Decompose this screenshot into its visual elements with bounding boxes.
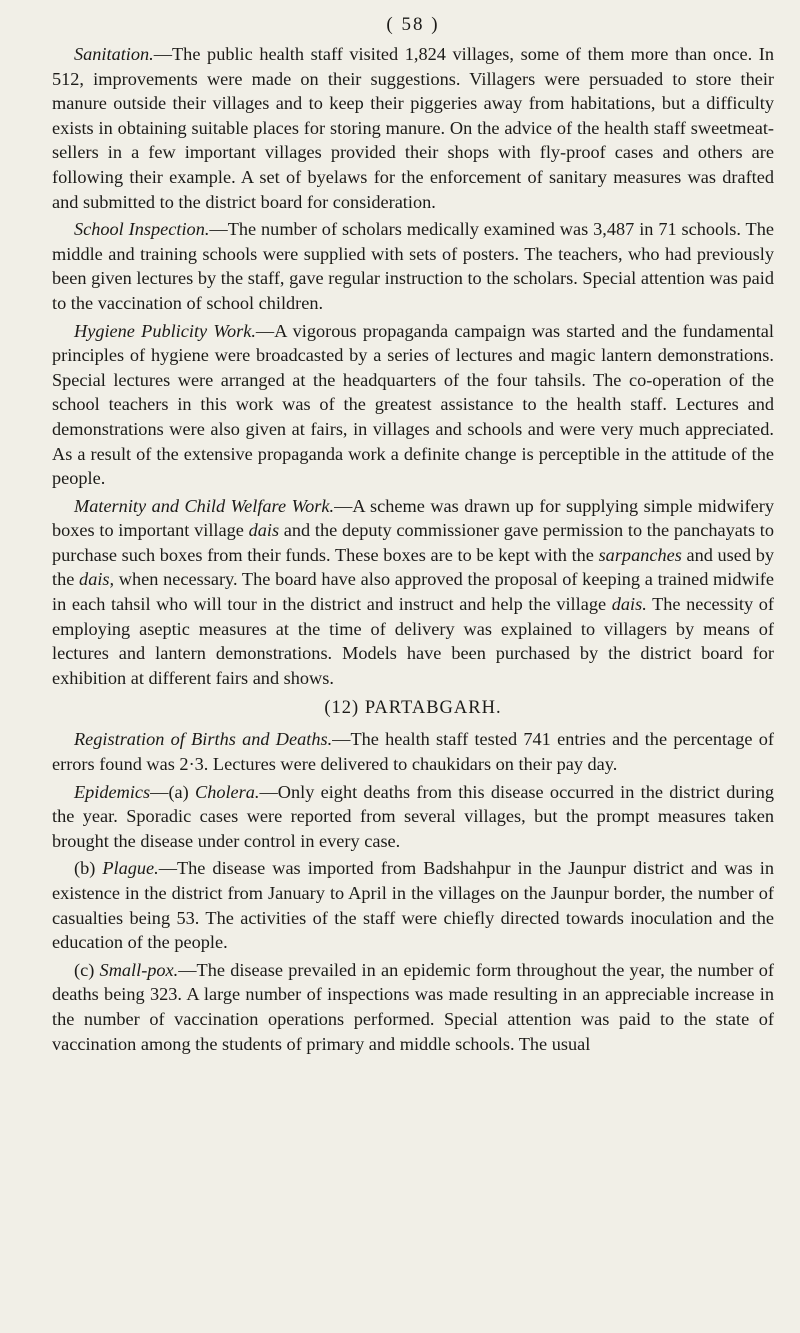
plague-prefix: (b) xyxy=(74,858,103,879)
smallpox-prefix: (c) xyxy=(74,959,100,980)
hygiene-heading: Hygiene Publicity Work. xyxy=(74,320,256,341)
hygiene-paragraph xyxy=(52,319,774,491)
maternity-term-sarpanches: sarpanches xyxy=(598,544,682,565)
school-inspection-paragraph xyxy=(52,217,774,315)
maternity-term-dais-2: dais, xyxy=(79,569,115,590)
smallpox-paragraph xyxy=(52,958,774,1056)
registration-text: —The health staff tested 741 entries and the percentage of errors found was 2·3. Lectures were delivered to chaukidars on their pay day. xyxy=(52,729,774,775)
registration-heading: Registration of Births and Deaths. xyxy=(74,729,333,750)
maternity-paragraph xyxy=(52,494,774,691)
maternity-text-2: and the deputy commissioner gave permission to the panchayats to purchase such boxes from their funds. These boxes are to be kept with the xyxy=(52,520,775,565)
page-number: ( 58 ) xyxy=(386,14,440,35)
cholera-paragraph xyxy=(52,780,774,854)
sanitation-paragraph xyxy=(52,42,774,214)
school-inspection-text: —The number of scholars medically examined was 3,487 in 71 schools. The middle and training schools were supplied with sets of posters. The teachers, who had previously been given lectures by the staff, gave regular instruction to the scholars. Special attention was paid to the vaccination of school children. xyxy=(52,219,774,313)
plague-paragraph xyxy=(52,856,774,954)
epidemics-dash: —(a) xyxy=(150,781,195,802)
district-title: (12) PARTABGARH. xyxy=(324,698,502,719)
sanitation-heading: Sanitation. xyxy=(74,44,154,64)
maternity-term-dais: dais xyxy=(248,520,280,541)
hygiene-text: —A vigorous propaganda campaign was started and the fundamental principles of hygiene were broadcasted by a series of lectures and magic lantern demonstrations. Special lectures were arranged at the headquarters of the four tahsils. The co-operation of the school teachers in this work was of the greatest assistance to the health staff. Lectures and demonstrations were also given at fairs, in villages and schools and were very much appreciated. As a result of the extensive propaganda work a definite change is perceptible in the attitude of the people. xyxy=(52,320,774,489)
smallpox-text: —The disease prevailed in an epidemic form throughout the year, the number of deaths being 323. A large number of inspections was made resulting in an appreciable increase in the number of vaccination operations performed. Special attention was paid to the state of vaccination among the students of primary and middle schools. The usual xyxy=(52,959,774,1054)
maternity-text-4: when necessary. The board have also approved the proposal of keeping a trained midwife in each tahsil who will tour in the district and instruct and help the village xyxy=(52,569,774,615)
plague-text: —The disease was imported from Badshahpur in the Jaunpur district and was in existence in the district from January to April in the villages on the Jaunpur border, the number of casualties being 53. The activities of the staff were chiefly directed towards inoculation and the education of the people. xyxy=(52,858,774,953)
smallpox-heading: Small-pox. xyxy=(99,959,179,980)
plague-heading: Plague. xyxy=(102,858,159,879)
epidemics-heading: Epidemics xyxy=(74,781,151,802)
maternity-text-5: The necessity of employing aseptic measures at the time of delivery was explained to villagers by means of lectures and lantern demonstrations. Models have been purchased by the district board for exhibition at different fairs and shows. xyxy=(52,594,774,688)
cholera-heading: Cholera. xyxy=(195,781,260,802)
maternity-text-3: and used by the xyxy=(52,544,774,590)
registration-paragraph xyxy=(52,727,774,776)
sanitation-text: —The public health staff visited 1,824 villages, some of them more than once. In 512, improvements were made on their suggestions. Villagers were persuaded to store their manure outside their villages and to keep their piggeries away from habitations, but a difficulty exists in obtaining suitable places for storing manure. On the advice of the health staff sweetmeat-sellers in a few important villages provided their shops with fly-proof cases and others are following their example. A set of byelaws for the enforcement of sanitary measures was drafted and submitted to the district board for consideration. xyxy=(52,44,774,212)
school-inspection-heading: School Inspection. xyxy=(74,219,210,240)
maternity-text-1: —A scheme was drawn up for supplying simple midwifery boxes to important village xyxy=(52,495,774,541)
maternity-term-dais-3: dais. xyxy=(611,594,647,615)
maternity-heading: Maternity and Child Welfare Work. xyxy=(74,495,335,516)
cholera-text: —Only eight deaths from this disease occurred in the district during the year. Sporadic cases were reported from several villages, but the prompt measures taken brought the disease under control in every case. xyxy=(52,781,774,851)
